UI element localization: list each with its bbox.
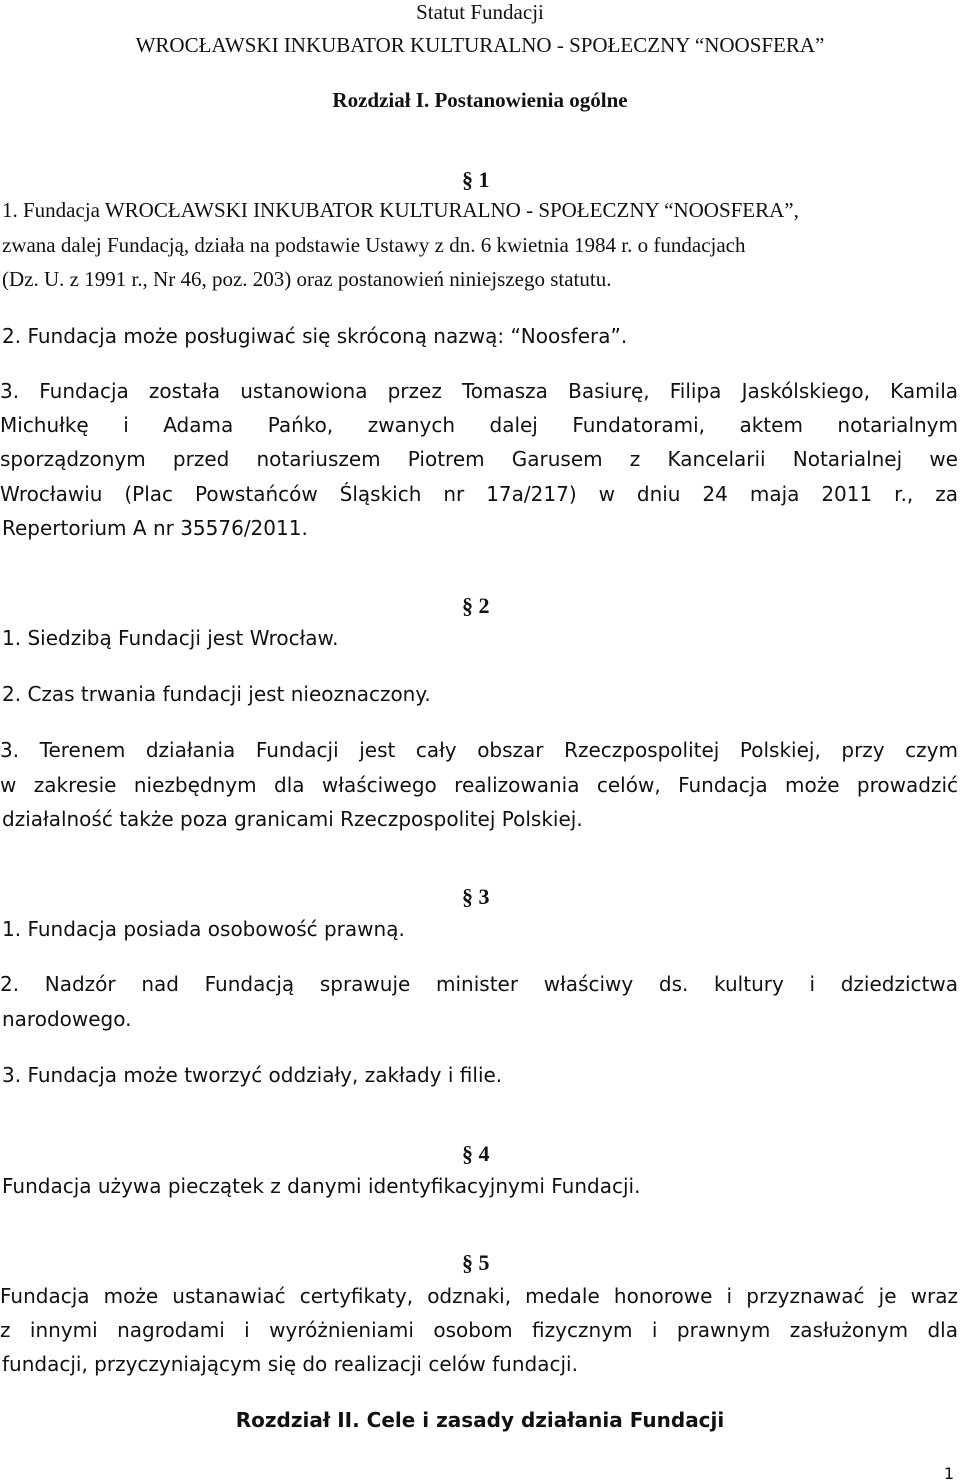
s3-p1: 1. Fundacja posiada osobowość prawną. <box>2 917 405 941</box>
s1-p3-line4-text: Wrocławiu (Plac Powstańców Śląskich nr 17a/217) w dniu 24 maja 2011 r., za <box>0 482 958 506</box>
s1-p3-line2 <box>0 415 958 435</box>
chapter-2-title: Rozdział II. Cele i zasady działania Fundacji <box>235 1408 725 1432</box>
s4-text: Fundacja używa pieczątek z danymi identyfikacyjnymi Fundacji. <box>2 1174 641 1198</box>
s1-p3-line3-text: sporządzonym przed notariuszem Piotrem Garusem z Kancelarii Notarialnej we <box>0 447 958 471</box>
s1-p2: 2. Fundacja może posługiwać się skróconą nazwą: “Noosfera”. <box>2 324 628 348</box>
s3-p2-line2: narodowego. <box>2 1007 132 1031</box>
s3-p2-line1-text: 2. Nadzór nad Fundacją sprawuje minister właściwy ds. kultury i dziedzictwa <box>0 972 958 996</box>
section-5-mark: § 5 <box>462 1250 490 1275</box>
s3-p3: 3. Fundacja może tworzyć oddziały, zakłady i filie. <box>2 1063 503 1087</box>
s2-p3-line3: działalność także poza granicami Rzeczpospolitej Polskiej. <box>2 807 583 831</box>
s1-p3-line2-text: Michułkę i Adama Pańko, zwanych dalej Fundatorami, aktem notarialnym <box>0 413 958 437</box>
s1-p1-line3: (Dz. U. z 1991 r., Nr 46, poz. 203) oraz postanowień niniejszego statutu. <box>2 267 612 291</box>
section-2-mark: § 2 <box>462 593 490 618</box>
s1-p3-line1-text: 3. Fundacja została ustanowiona przez Tomasza Basiurę, Filipa Jaskólskiego, Kamila <box>0 379 958 403</box>
s1-p3-line3 <box>0 449 958 469</box>
s5-line1 <box>0 1286 958 1306</box>
section-3-mark: § 3 <box>462 884 490 909</box>
s5-line3: fundacji, przyczyniającym się do realizacji celów fundacji. <box>2 1352 578 1376</box>
document-title: Statut Fundacji <box>416 0 544 24</box>
s2-p3-line1 <box>0 740 958 760</box>
section-1-mark: § 1 <box>462 167 490 192</box>
s2-p2: 2. Czas trwania fundacji jest nieoznaczony. <box>2 682 431 706</box>
s1-p1-line2: zwana dalej Fundacją, działa na podstawie Ustawy z dn. 6 kwietnia 1984 r. o fundacjach <box>2 233 746 257</box>
s3-p2-line1 <box>0 974 958 994</box>
chapter-1-title: Rozdział I. Postanowienia ogólne <box>332 88 628 112</box>
s2-p3-line2-text: w zakresie niezbędnym dla właściwego realizowania celów, Fundacja może prowadzić <box>0 773 958 797</box>
s5-line1-text: Fundacja może ustanawiać certyfikaty, odznaki, medale honorowe i przyznawać je wraz <box>0 1284 958 1308</box>
s1-p3-line5: Repertorium A nr 35576/2011. <box>2 516 308 540</box>
s2-p3-line2 <box>0 775 958 795</box>
s1-p3-line4 <box>0 484 958 504</box>
foundation-name: WROCŁAWSKI INKUBATOR KULTURALNO - SPOŁECZNY “NOOSFERA” <box>135 33 825 57</box>
s5-line2-text: z innymi nagrodami i wyróżnieniami osobom fizycznym i prawnym zasłużonym dla <box>0 1318 958 1342</box>
section-4-mark: § 4 <box>462 1141 490 1166</box>
s2-p3-line1-text: 3. Terenem działania Fundacji jest cały obszar Rzeczpospolitej Polskiej, przy czym <box>0 738 958 762</box>
s1-p3-line1 <box>0 381 958 401</box>
s1-p1-line1: 1. Fundacja WROCŁAWSKI INKUBATOR KULTURALNO - SPOŁECZNY “NOOSFERA”, <box>2 198 799 222</box>
page-number: 1 <box>943 1464 954 1483</box>
s5-line2 <box>0 1320 958 1340</box>
s2-p1: 1. Siedzibą Fundacji jest Wrocław. <box>2 626 339 650</box>
